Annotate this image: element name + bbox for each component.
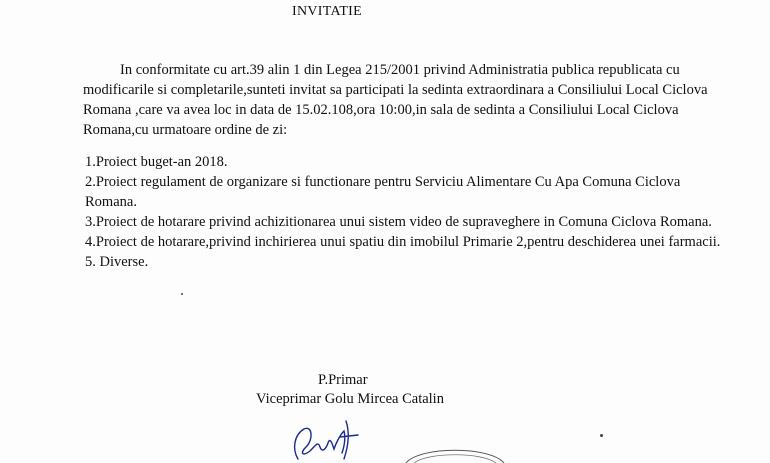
- ink-speck: [181, 293, 183, 295]
- stamp-seal: [400, 440, 510, 463]
- agenda-item: 1.Proiect buget-an 2018.: [85, 154, 228, 170]
- signatory-name: Viceprimar Golu Mircea Catalin: [256, 391, 444, 407]
- intro-paragraph: In conformitate cu art.39 alin 1 din Legea 215/2001 privind Administratia publica republicata cu modificarile si completarile,sunteti invitat sa participati la sedinta extraordinara a Consiliului Local Ciclova Romana ,care va avea loc in data de 15.02.108,ora 10:00,in sala de sedinta a Consiliului Local Ciclova Romana,cu urmatoare ordine de zi:: [83, 62, 708, 138]
- handwritten-signature: [284, 413, 374, 463]
- document-title: INVITATIE: [292, 4, 362, 19]
- ink-speck: [600, 434, 603, 437]
- agenda-list: [85, 152, 725, 272]
- agenda-item: 2.Proiect regulament de organizare si functionare pentru Serviciu Alimentare Cu Apa Comuna Ciclova Romana.: [85, 174, 681, 210]
- agenda-item: 4.Proiect de hotarare,privind inchirierea unui spatiu din imobilul Primarie 2,pentru deschiderea unei farmacii.: [85, 234, 721, 250]
- agenda-item: 5. Diverse.: [85, 254, 149, 270]
- signatory-title: P.Primar: [318, 372, 368, 388]
- agenda-item: 3.Proiect de hotarare privind achizitionarea unui sistem video de supraveghere in Comuna Ciclova Romana.: [85, 214, 712, 230]
